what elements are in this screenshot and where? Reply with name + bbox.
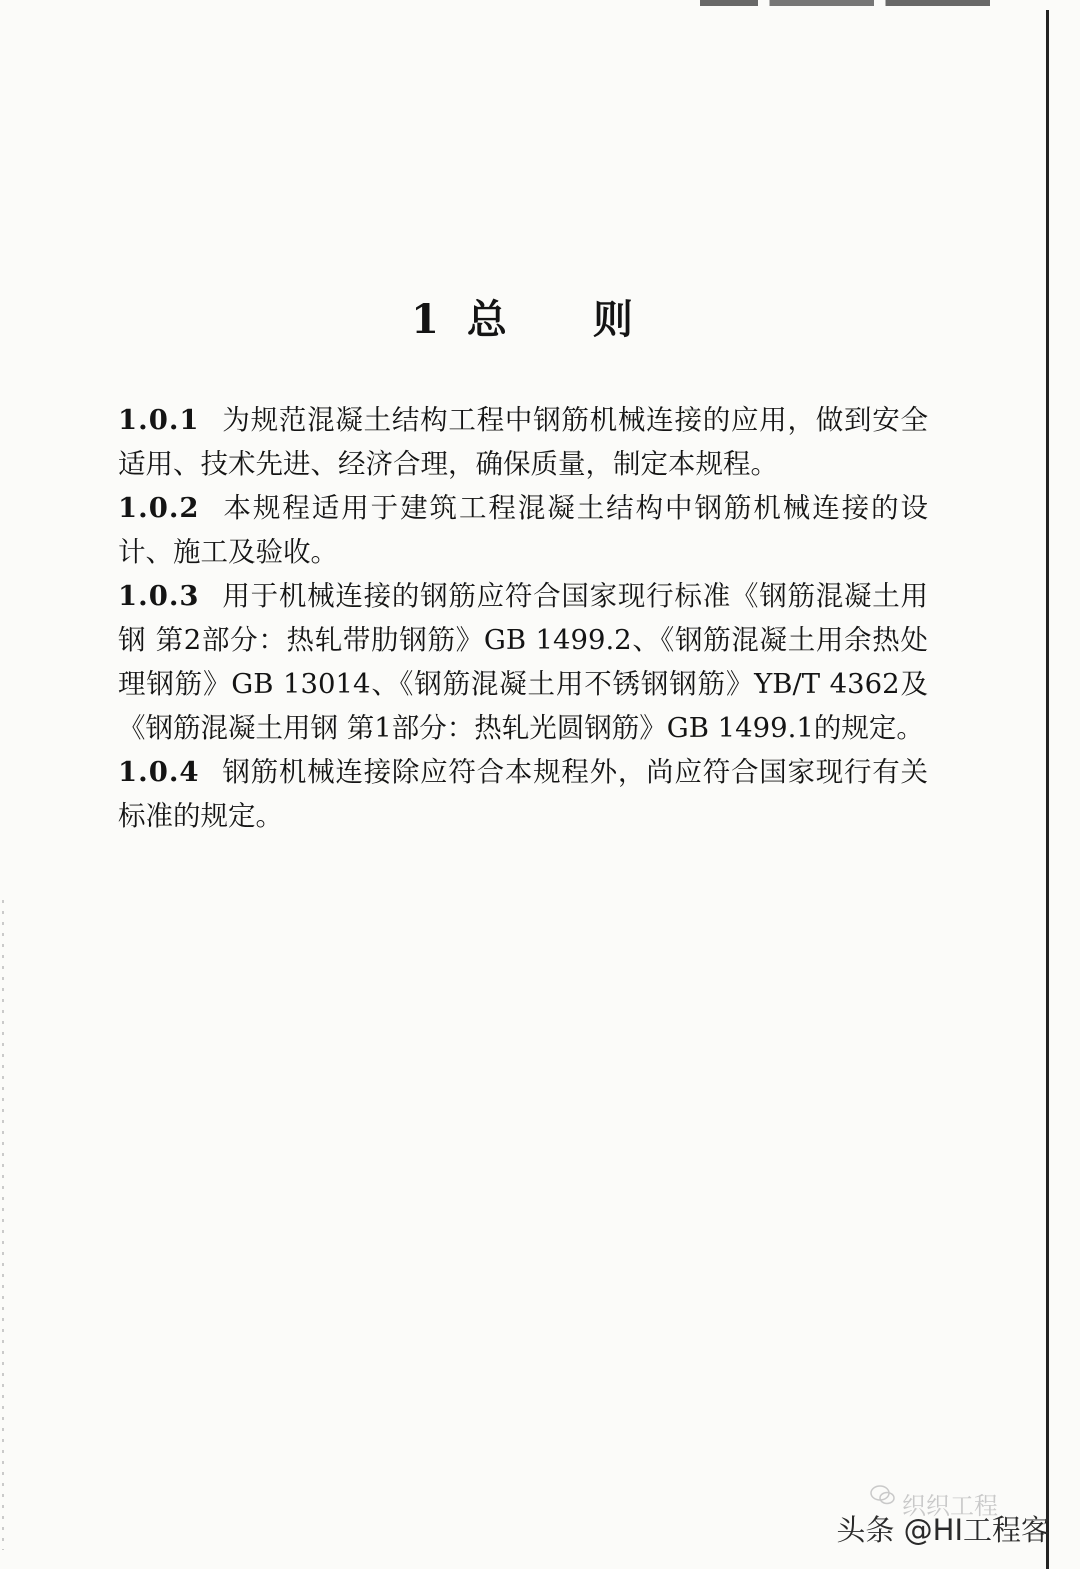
top-edge-marks (700, 0, 990, 6)
faint-watermark: 织织工程 (902, 1492, 998, 1520)
clause-text: 用于机械连接的钢筋应符合国家现行标准《钢筋混凝土用钢 第2部分：热轧带肋钢筋》GB 1499.2、《钢筋混凝土用余热处理钢筋》GB 13014、《钢筋混凝土用不锈钢钢筋》YB/T 4362及《钢筋混凝土用钢 第1部分：热轧光圆钢筋》GB 1499.1的规定。 (118, 580, 928, 744)
clause-1-0-1 (118, 398, 928, 486)
wechat-icon (870, 1484, 896, 1506)
toutiao-watermark: 头条 @HI工程客 (836, 1513, 1050, 1547)
chapter-title (0, 288, 1046, 345)
clause-number: 1.0.3 (118, 580, 200, 612)
chapter-number: 1 (411, 296, 441, 343)
clause-number: 1.0.4 (118, 756, 200, 788)
clause-1-0-4 (118, 750, 928, 838)
clause-number: 1.0.1 (118, 404, 200, 436)
clause-1-0-2 (118, 486, 928, 574)
clause-text: 本规程适用于建筑工程混凝土结构中钢筋机械连接的设计、施工及验收。 (118, 492, 928, 568)
clause-text: 钢筋机械连接除应符合本规程外，尚应符合国家现行有关标准的规定。 (118, 756, 928, 832)
scan-edge-speckle (2, 900, 4, 1550)
chapter-title-part2: 则 (592, 296, 635, 343)
clause-number: 1.0.2 (118, 492, 200, 524)
chapter-title-part1: 总 (466, 296, 509, 343)
clause-text: 为规范混凝土结构工程中钢筋机械连接的应用，做到安全适用、技术先进、经济合理，确保质量，制定本规程。 (118, 404, 928, 480)
page-right-border (1046, 10, 1049, 1569)
clause-list (118, 398, 928, 838)
clause-1-0-3 (118, 574, 928, 750)
